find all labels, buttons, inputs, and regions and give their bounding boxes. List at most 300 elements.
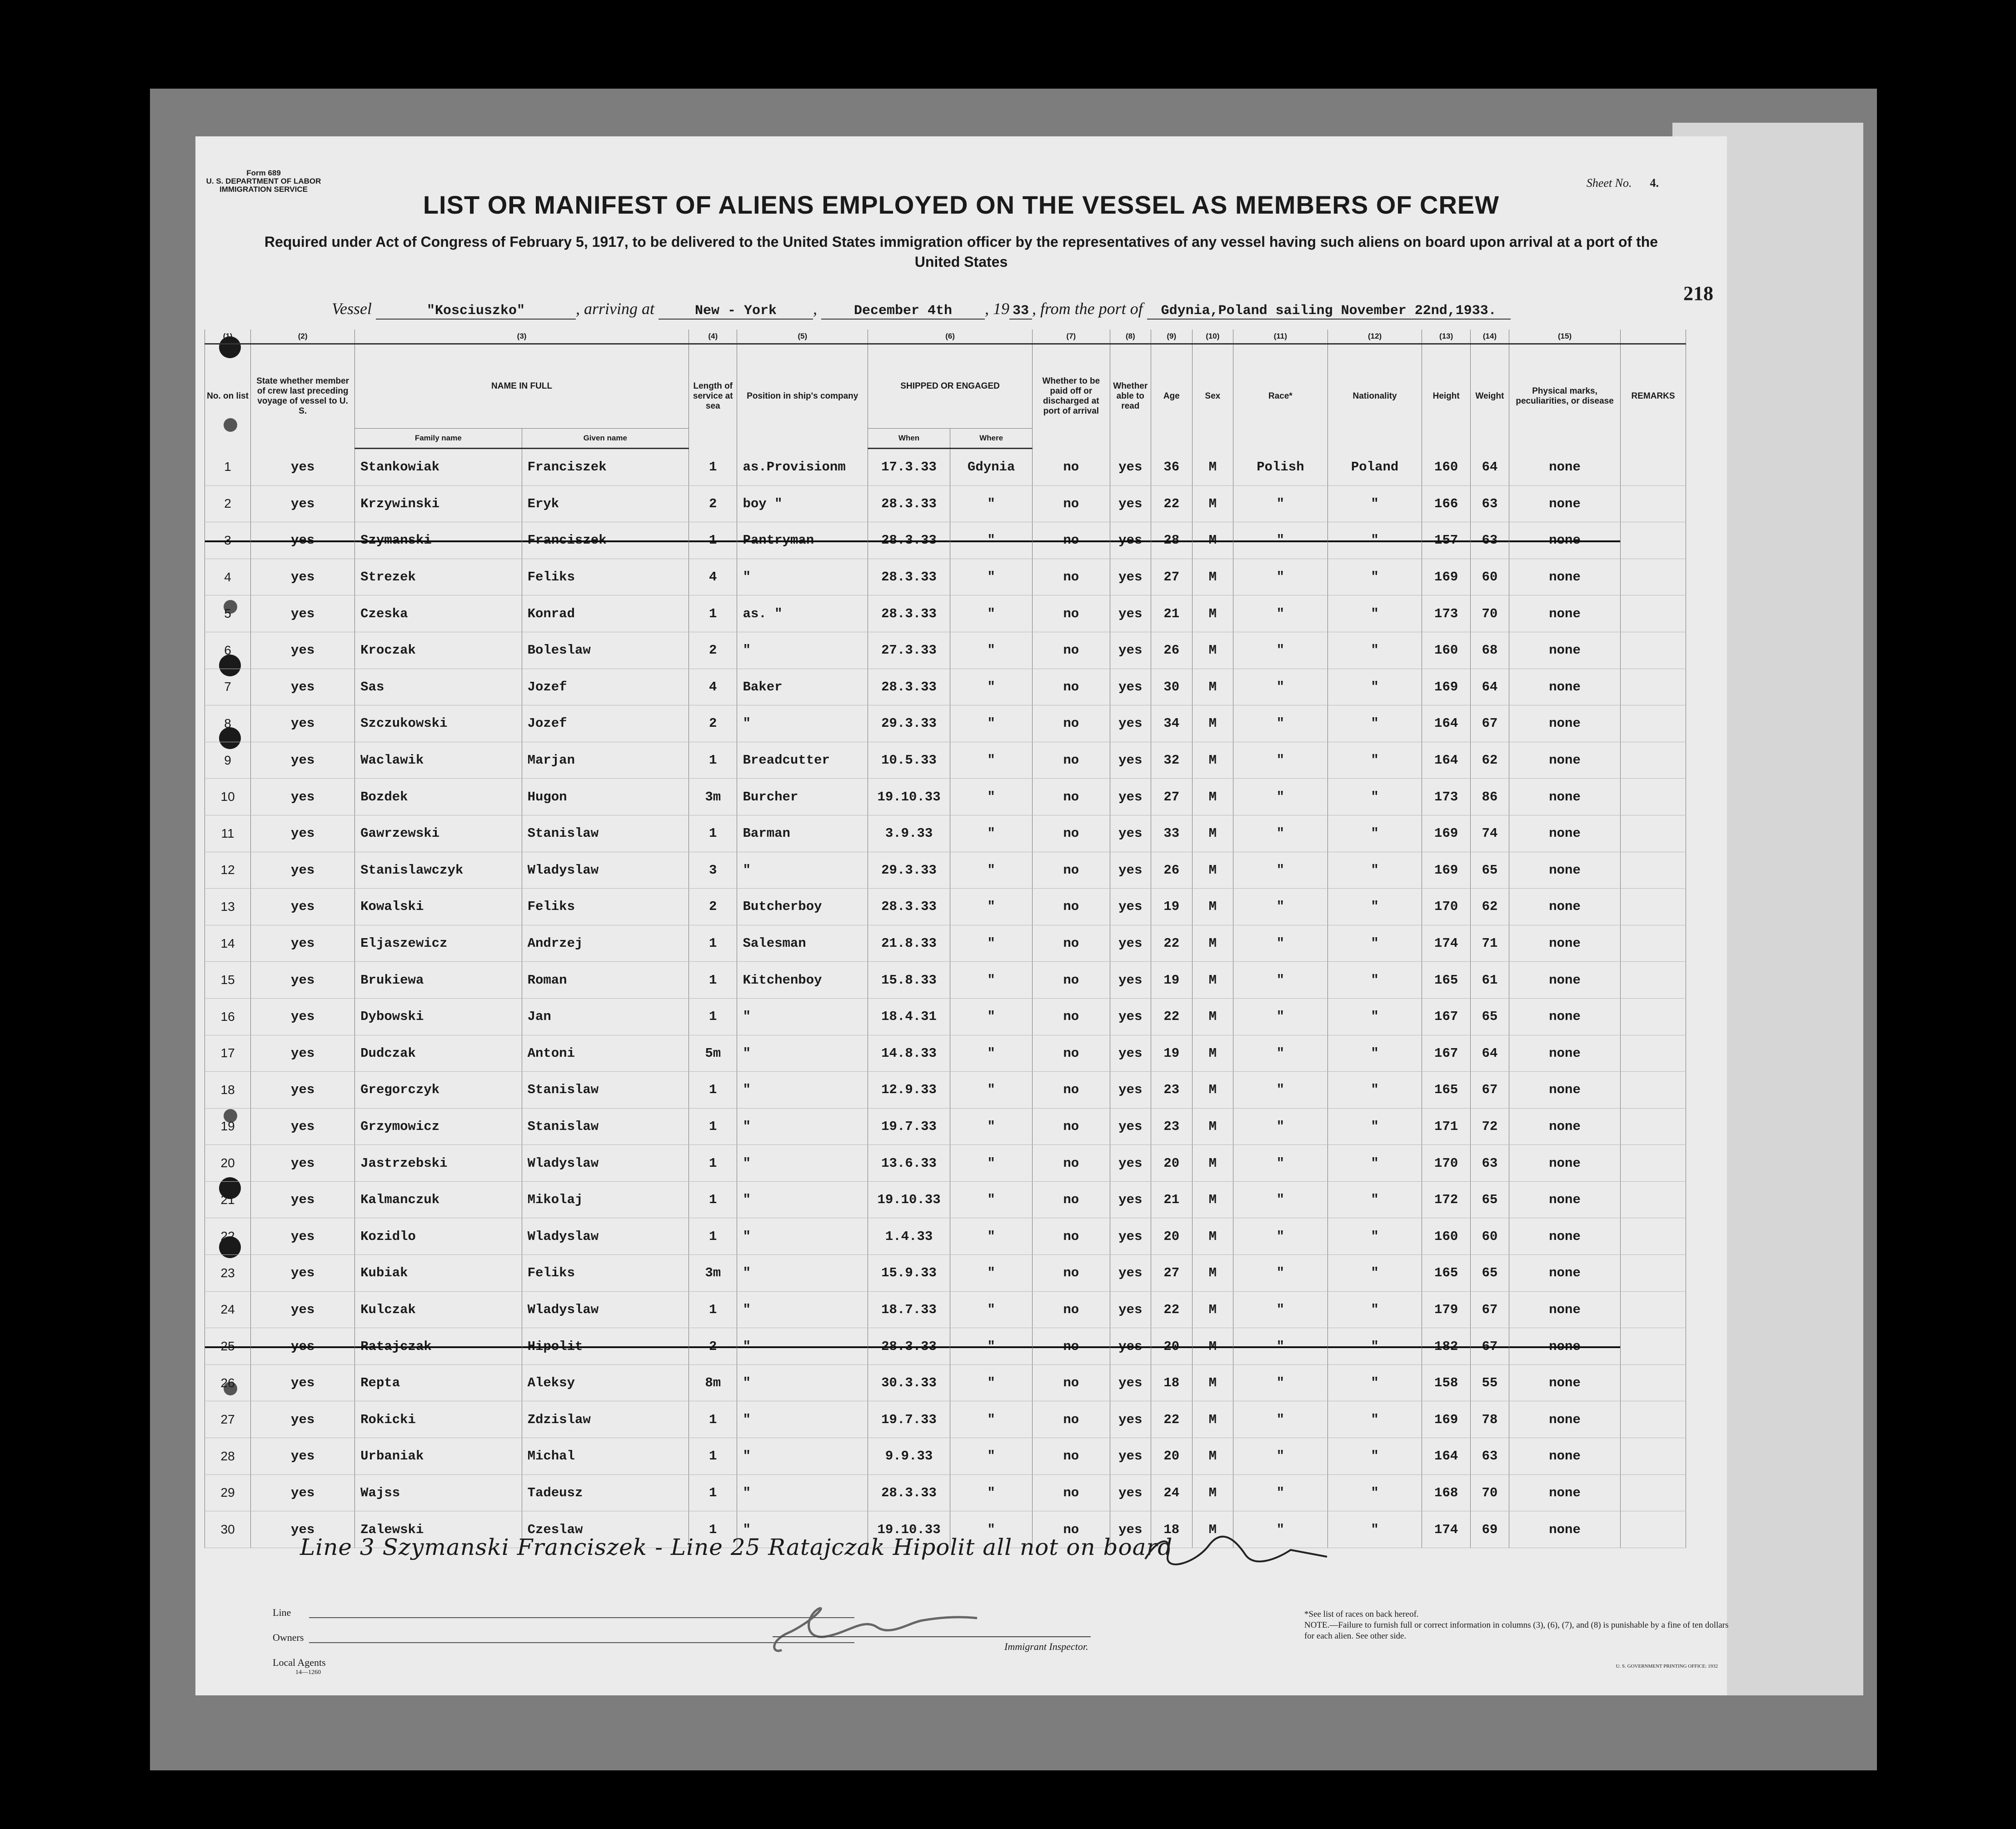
cell-shipped-where: " (950, 1291, 1033, 1328)
cell-family-name: Gawrzewski (355, 815, 522, 852)
cell-family-name: Szczukowski (355, 705, 522, 742)
cell-shipped-where: " (950, 925, 1033, 962)
cell-no-on-list: 4 (205, 559, 251, 595)
cell-paid-off: no (1033, 449, 1110, 486)
cell-family-name: Zalewski (355, 1511, 522, 1548)
header-height: Height (1422, 344, 1471, 449)
footer-line-label: Line (273, 1607, 291, 1618)
cell-length-of-service: 1 (689, 1108, 737, 1145)
cell-position: " (737, 1364, 868, 1401)
cell-position: " (737, 998, 868, 1035)
cell-remarks (1621, 1438, 1686, 1475)
cell-sex: M (1192, 1328, 1233, 1365)
cell-age: 27 (1151, 779, 1193, 815)
cell-no-on-list: 30 (205, 1511, 251, 1548)
cell-shipped-when: 28.3.33 (868, 669, 950, 705)
sheet-number (1587, 176, 1659, 190)
cell-no-on-list: 10 (205, 779, 251, 815)
vessel-line: Vessel "Kosciuszko" , arriving at New - York , December 4th , 19 33 , from the port of Gdynia,Poland sailing November 22nd,1933. (332, 299, 1511, 320)
cell-no-on-list: 8 (205, 705, 251, 742)
cell-remarks (1621, 1291, 1686, 1328)
cell-remarks (1621, 852, 1686, 889)
cell-nationality: " (1327, 595, 1422, 632)
cell-given-name: Wladyslaw (522, 1218, 689, 1255)
printing-office: U. S. GOVERNMENT PRINTING OFFICE: 1932 (1616, 1664, 1718, 1669)
cell-length-of-service: 8m (689, 1364, 737, 1401)
cell-family-name: Sas (355, 669, 522, 705)
cell-nationality: " (1327, 852, 1422, 889)
cell-shipped-when: 21.8.33 (868, 925, 950, 962)
cell-height: 164 (1422, 1438, 1471, 1475)
cell-weight: 70 (1470, 1474, 1509, 1511)
cell-nationality: " (1327, 1328, 1422, 1365)
cell-race: " (1233, 559, 1328, 595)
cell-position: " (737, 1291, 868, 1328)
cell-shipped-when: 28.3.33 (868, 522, 950, 559)
cell-sex: M (1192, 779, 1233, 815)
cell-age: 19 (1151, 889, 1193, 925)
cell-race: " (1233, 742, 1328, 779)
page-subtitle: Required under Act of Congress of February 5, 1917, to be delivered to the United States immigration officer by the representatives of any vessel having such aliens on board upon arrival at a port of the United States (264, 234, 1658, 270)
cell-shipped-when: 29.3.33 (868, 705, 950, 742)
cell-physical-marks: none (1509, 1364, 1621, 1401)
cell-position: Butcherboy (737, 889, 868, 925)
cell-physical-marks: none (1509, 595, 1621, 632)
cell-paid-off: no (1033, 889, 1110, 925)
cell-race: " (1233, 1218, 1328, 1255)
cell-given-name: Aleksy (522, 1364, 689, 1401)
cell-shipped-when: 19.10.33 (868, 779, 950, 815)
cell-nationality: " (1327, 962, 1422, 999)
cell-remarks (1621, 779, 1686, 815)
cell-paid-off: no (1033, 852, 1110, 889)
cell-length-of-service: 1 (689, 998, 737, 1035)
cell-remarks (1621, 559, 1686, 595)
cell-length-of-service: 1 (689, 1474, 737, 1511)
cell-sex: M (1192, 1291, 1233, 1328)
cell-shipped-where: " (950, 1328, 1033, 1365)
cell-height: 165 (1422, 1255, 1471, 1292)
cell-position: " (737, 1328, 868, 1365)
cell-sex: M (1192, 852, 1233, 889)
cell-weight: 63 (1470, 1145, 1509, 1182)
cell-physical-marks: none (1509, 1035, 1621, 1072)
cell-physical-marks: none (1509, 1438, 1621, 1475)
cell-crew-last-voyage: yes (251, 1181, 355, 1218)
cell-family-name: Gregorczyk (355, 1072, 522, 1109)
cell-physical-marks: none (1509, 1108, 1621, 1145)
cell-race: " (1233, 1145, 1328, 1182)
cell-race: " (1233, 1181, 1328, 1218)
cell-given-name: Jozef (522, 669, 689, 705)
cell-given-name: Antoni (522, 1035, 689, 1072)
cell-remarks (1621, 632, 1686, 669)
cell-race: " (1233, 1474, 1328, 1511)
cell-race: " (1233, 779, 1328, 815)
cell-race: " (1233, 485, 1328, 522)
cell-paid-off: no (1033, 1438, 1110, 1475)
cell-length-of-service: 1 (689, 1181, 737, 1218)
cell-crew-last-voyage: yes (251, 1364, 355, 1401)
cell-weight: 55 (1470, 1364, 1509, 1401)
cell-no-on-list: 26 (205, 1364, 251, 1401)
cell-paid-off: no (1033, 779, 1110, 815)
cell-given-name: Jozef (522, 705, 689, 742)
cell-sex: M (1192, 1035, 1233, 1072)
cell-height: 167 (1422, 1035, 1471, 1072)
cell-nationality: " (1327, 1474, 1422, 1511)
cell-sex: M (1192, 522, 1233, 559)
cell-shipped-where: " (950, 779, 1033, 815)
cell-length-of-service: 3 (689, 852, 737, 889)
cell-position: Baker (737, 669, 868, 705)
cell-age: 24 (1151, 1474, 1193, 1511)
cell-race: " (1233, 1291, 1328, 1328)
cell-position: " (737, 1401, 868, 1438)
cell-able-to-read: yes (1110, 1474, 1151, 1511)
cell-nationality: " (1327, 889, 1422, 925)
cell-able-to-read: yes (1110, 889, 1151, 925)
header-age: Age (1151, 344, 1193, 449)
cell-shipped-when: 28.3.33 (868, 559, 950, 595)
cell-age: 23 (1151, 1108, 1193, 1145)
cell-age: 30 (1151, 669, 1193, 705)
cell-nationality: " (1327, 1145, 1422, 1182)
cell-age: 26 (1151, 632, 1193, 669)
cell-shipped-where: " (950, 1108, 1033, 1145)
sheet-number-value: 4. (1650, 176, 1659, 190)
cell-crew-last-voyage: yes (251, 705, 355, 742)
cell-weight: 62 (1470, 889, 1509, 925)
year-prefix: , 19 (985, 300, 1009, 318)
cell-crew-last-voyage: yes (251, 925, 355, 962)
cell-crew-last-voyage: yes (251, 1328, 355, 1365)
cell-family-name: Czeska (355, 595, 522, 632)
cell-height: 169 (1422, 1401, 1471, 1438)
cell-race: " (1233, 632, 1328, 669)
cell-sex: M (1192, 998, 1233, 1035)
cell-paid-off: no (1033, 1328, 1110, 1365)
column-number: (7) (1033, 330, 1110, 344)
penalty-note: NOTE.—Failure to furnish full or correct information in columns (3), (6), (7), and (8) is punishable by a fine of ten dollars for each alien. See other side. (1304, 1620, 1729, 1641)
cell-given-name: Konrad (522, 595, 689, 632)
cell-age: 22 (1151, 485, 1193, 522)
cell-crew-last-voyage: yes (251, 1401, 355, 1438)
cell-able-to-read: yes (1110, 669, 1151, 705)
table-row (205, 962, 1686, 999)
cell-sex: M (1192, 1474, 1233, 1511)
cell-given-name: Hugon (522, 779, 689, 815)
column-number: (2) (251, 330, 355, 344)
cell-length-of-service: 2 (689, 485, 737, 522)
cell-paid-off: no (1033, 1145, 1110, 1182)
cell-no-on-list: 17 (205, 1035, 251, 1072)
cell-nationality: " (1327, 1291, 1422, 1328)
cell-race: " (1233, 1072, 1328, 1109)
cell-shipped-when: 9.9.33 (868, 1438, 950, 1475)
cell-weight: 67 (1470, 1072, 1509, 1109)
cell-height: 157 (1422, 522, 1471, 559)
cell-physical-marks: none (1509, 485, 1621, 522)
cell-position: " (737, 1145, 868, 1182)
cell-shipped-when: 18.7.33 (868, 1291, 950, 1328)
cell-nationality: " (1327, 632, 1422, 669)
cell-crew-last-voyage: yes (251, 632, 355, 669)
header-able-to-read: Whether able to read (1110, 344, 1151, 449)
header-position: Position in ship's company (737, 344, 868, 449)
cell-shipped-where: " (950, 1438, 1033, 1475)
header-paid-off: Whether to be paid off or discharged at port of arrival (1033, 344, 1110, 449)
cell-paid-off: no (1033, 595, 1110, 632)
cell-no-on-list: 11 (205, 815, 251, 852)
cell-paid-off: no (1033, 1072, 1110, 1109)
cell-shipped-when: 28.3.33 (868, 595, 950, 632)
crew-manifest-table (205, 330, 1686, 1548)
cell-height: 164 (1422, 742, 1471, 779)
table-row (205, 1291, 1686, 1328)
cell-physical-marks: none (1509, 1474, 1621, 1511)
cell-paid-off: no (1033, 485, 1110, 522)
cell-crew-last-voyage: yes (251, 449, 355, 486)
column-number: (10) (1192, 330, 1233, 344)
column-number: (6) (868, 330, 1033, 344)
cell-shipped-where: " (950, 962, 1033, 999)
cell-crew-last-voyage: yes (251, 889, 355, 925)
column-number: (1) (205, 330, 251, 344)
cell-age: 32 (1151, 742, 1193, 779)
cell-length-of-service: 4 (689, 669, 737, 705)
cell-given-name: Wladyslaw (522, 1145, 689, 1182)
header-weight: Weight (1470, 344, 1509, 449)
cell-paid-off: no (1033, 1181, 1110, 1218)
cell-age: 27 (1151, 559, 1193, 595)
cell-crew-last-voyage: yes (251, 595, 355, 632)
cell-shipped-where: " (950, 669, 1033, 705)
cell-race: " (1233, 815, 1328, 852)
cell-shipped-where: " (950, 1035, 1033, 1072)
cell-paid-off: no (1033, 1291, 1110, 1328)
cell-race: " (1233, 1255, 1328, 1292)
table-row (205, 779, 1686, 815)
cell-family-name: Jastrzebski (355, 1145, 522, 1182)
cell-height: 168 (1422, 1474, 1471, 1511)
cell-family-name: Kroczak (355, 632, 522, 669)
cell-length-of-service: 1 (689, 1145, 737, 1182)
cell-nationality: " (1327, 815, 1422, 852)
cell-length-of-service: 2 (689, 1328, 737, 1365)
cell-position: Barman (737, 815, 868, 852)
cell-height: 171 (1422, 1108, 1471, 1145)
cell-given-name: Franciszek (522, 449, 689, 486)
cell-crew-last-voyage: yes (251, 962, 355, 999)
cell-height: 158 (1422, 1364, 1471, 1401)
cell-remarks (1621, 925, 1686, 962)
cell-family-name: Kozidlo (355, 1218, 522, 1255)
cell-family-name: Stanislawczyk (355, 852, 522, 889)
cell-crew-last-voyage: yes (251, 522, 355, 559)
cell-age: 20 (1151, 1328, 1193, 1365)
cell-given-name: Stanislaw (522, 1108, 689, 1145)
cell-given-name: Eryk (522, 485, 689, 522)
table-row (205, 852, 1686, 889)
cell-remarks (1621, 705, 1686, 742)
cell-remarks (1621, 815, 1686, 852)
cell-family-name: Grzymowicz (355, 1108, 522, 1145)
cell-position: as.Provisionm (737, 449, 868, 486)
cell-height: 166 (1422, 485, 1471, 522)
cell-family-name: Szymanski (355, 522, 522, 559)
cell-able-to-read: yes (1110, 1291, 1151, 1328)
cell-shipped-where: " (950, 889, 1033, 925)
cell-remarks (1621, 1328, 1686, 1365)
cell-shipped-where: " (950, 522, 1033, 559)
cell-weight: 64 (1470, 1035, 1509, 1072)
cell-family-name: Kulczak (355, 1291, 522, 1328)
cell-age: 22 (1151, 925, 1193, 962)
cell-crew-last-voyage: yes (251, 1474, 355, 1511)
cell-position: " (737, 1474, 868, 1511)
cell-length-of-service: 1 (689, 925, 737, 962)
cell-physical-marks: none (1509, 1218, 1621, 1255)
cell-shipped-when: 29.3.33 (868, 852, 950, 889)
cell-paid-off: no (1033, 1364, 1110, 1401)
cell-family-name: Brukiewa (355, 962, 522, 999)
column-number: (8) (1110, 330, 1151, 344)
cell-remarks (1621, 1035, 1686, 1072)
cell-race: " (1233, 1364, 1328, 1401)
header-physical-marks: Physical marks, peculiarities, or disease (1509, 344, 1621, 449)
cell-crew-last-voyage: yes (251, 669, 355, 705)
cell-able-to-read: yes (1110, 1328, 1151, 1365)
cell-shipped-where: Gdynia (950, 449, 1033, 486)
cell-crew-last-voyage: yes (251, 779, 355, 815)
cell-no-on-list: 6 (205, 632, 251, 669)
cell-shipped-where: " (950, 742, 1033, 779)
cell-family-name: Wajss (355, 1474, 522, 1511)
footer-agents-label: Local Agents (273, 1657, 326, 1668)
cell-no-on-list: 9 (205, 742, 251, 779)
cell-given-name: Franciszek (522, 522, 689, 559)
cell-given-name: Feliks (522, 559, 689, 595)
cell-position: " (737, 1072, 868, 1109)
cell-paid-off: no (1033, 1218, 1110, 1255)
manifest-sheet (195, 136, 1727, 1695)
department-name: U. S. DEPARTMENT OF LABOR (206, 177, 321, 185)
cell-paid-off: no (1033, 998, 1110, 1035)
cell-shipped-when: 19.10.33 (868, 1511, 950, 1548)
cell-remarks (1621, 1108, 1686, 1145)
cell-height: 167 (1422, 998, 1471, 1035)
table-row (205, 1181, 1686, 1218)
table-row (205, 705, 1686, 742)
column-number: (11) (1233, 330, 1328, 344)
cell-age: 22 (1151, 1291, 1193, 1328)
cell-able-to-read: yes (1110, 632, 1151, 669)
cell-position: boy " (737, 485, 868, 522)
cell-paid-off: no (1033, 815, 1110, 852)
arrival-date: December 4th (821, 303, 985, 320)
cell-age: 20 (1151, 1218, 1193, 1255)
cell-nationality: " (1327, 1072, 1422, 1109)
cell-family-name: Eljaszewicz (355, 925, 522, 962)
table-row (205, 485, 1686, 522)
cell-length-of-service: 1 (689, 1218, 737, 1255)
cell-no-on-list: 3 (205, 522, 251, 559)
cell-race: Polish (1233, 449, 1328, 486)
cell-age: 34 (1151, 705, 1193, 742)
cell-family-name: Urbaniak (355, 1438, 522, 1475)
cell-weight: 64 (1470, 449, 1509, 486)
cell-given-name: Hipolit (522, 1328, 689, 1365)
cell-crew-last-voyage: yes (251, 852, 355, 889)
cell-nationality: " (1327, 669, 1422, 705)
cell-paid-off: no (1033, 669, 1110, 705)
cell-length-of-service: 1 (689, 595, 737, 632)
cell-physical-marks: none (1509, 1181, 1621, 1218)
cell-given-name: Zdzislaw (522, 1401, 689, 1438)
cell-age: 28 (1151, 522, 1193, 559)
table-row (205, 742, 1686, 779)
cell-position: as. " (737, 595, 868, 632)
arrival-year: 33 (1009, 303, 1032, 320)
cell-remarks (1621, 889, 1686, 925)
cell-no-on-list: 24 (205, 1291, 251, 1328)
cell-able-to-read: yes (1110, 485, 1151, 522)
cell-age: 18 (1151, 1364, 1193, 1401)
cell-crew-last-voyage: yes (251, 1511, 355, 1548)
cell-sex: M (1192, 889, 1233, 925)
handwritten-initials (1141, 1532, 1332, 1573)
cell-able-to-read: yes (1110, 1035, 1151, 1072)
cell-physical-marks: none (1509, 889, 1621, 925)
cell-shipped-where: " (950, 1145, 1033, 1182)
cell-paid-off: no (1033, 1401, 1110, 1438)
crew-rows (205, 449, 1686, 1548)
cell-physical-marks: none (1509, 852, 1621, 889)
table-row (205, 1108, 1686, 1145)
cell-no-on-list: 22 (205, 1218, 251, 1255)
cell-remarks (1621, 522, 1686, 559)
cell-length-of-service: 1 (689, 1072, 737, 1109)
cell-age: 21 (1151, 595, 1193, 632)
header-given-name: Given name (522, 429, 689, 449)
cell-nationality: " (1327, 742, 1422, 779)
cell-length-of-service: 1 (689, 1438, 737, 1475)
cell-sex: M (1192, 1072, 1233, 1109)
cell-position: " (737, 1438, 868, 1475)
header-nationality: Nationality (1327, 344, 1422, 449)
cell-shipped-where: " (950, 1072, 1033, 1109)
cell-length-of-service: 1 (689, 1511, 737, 1548)
cell-paid-off: no (1033, 925, 1110, 962)
cell-physical-marks: none (1509, 559, 1621, 595)
cell-nationality: " (1327, 1255, 1422, 1292)
cell-height: 160 (1422, 1218, 1471, 1255)
header-shipped-or-engaged: SHIPPED OR ENGAGED (868, 344, 1033, 429)
cell-able-to-read: yes (1110, 1438, 1151, 1475)
header-length-of-service: Length of service at sea (689, 344, 737, 449)
cell-age: 33 (1151, 815, 1193, 852)
cell-sex: M (1192, 1364, 1233, 1401)
cell-able-to-read: yes (1110, 852, 1151, 889)
arrival-port: New - York (659, 303, 813, 320)
cell-length-of-service: 1 (689, 1291, 737, 1328)
cell-race: " (1233, 1108, 1328, 1145)
cell-height: 169 (1422, 559, 1471, 595)
cell-physical-marks: none (1509, 925, 1621, 962)
cell-height: 164 (1422, 705, 1471, 742)
cell-age: 20 (1151, 1438, 1193, 1475)
